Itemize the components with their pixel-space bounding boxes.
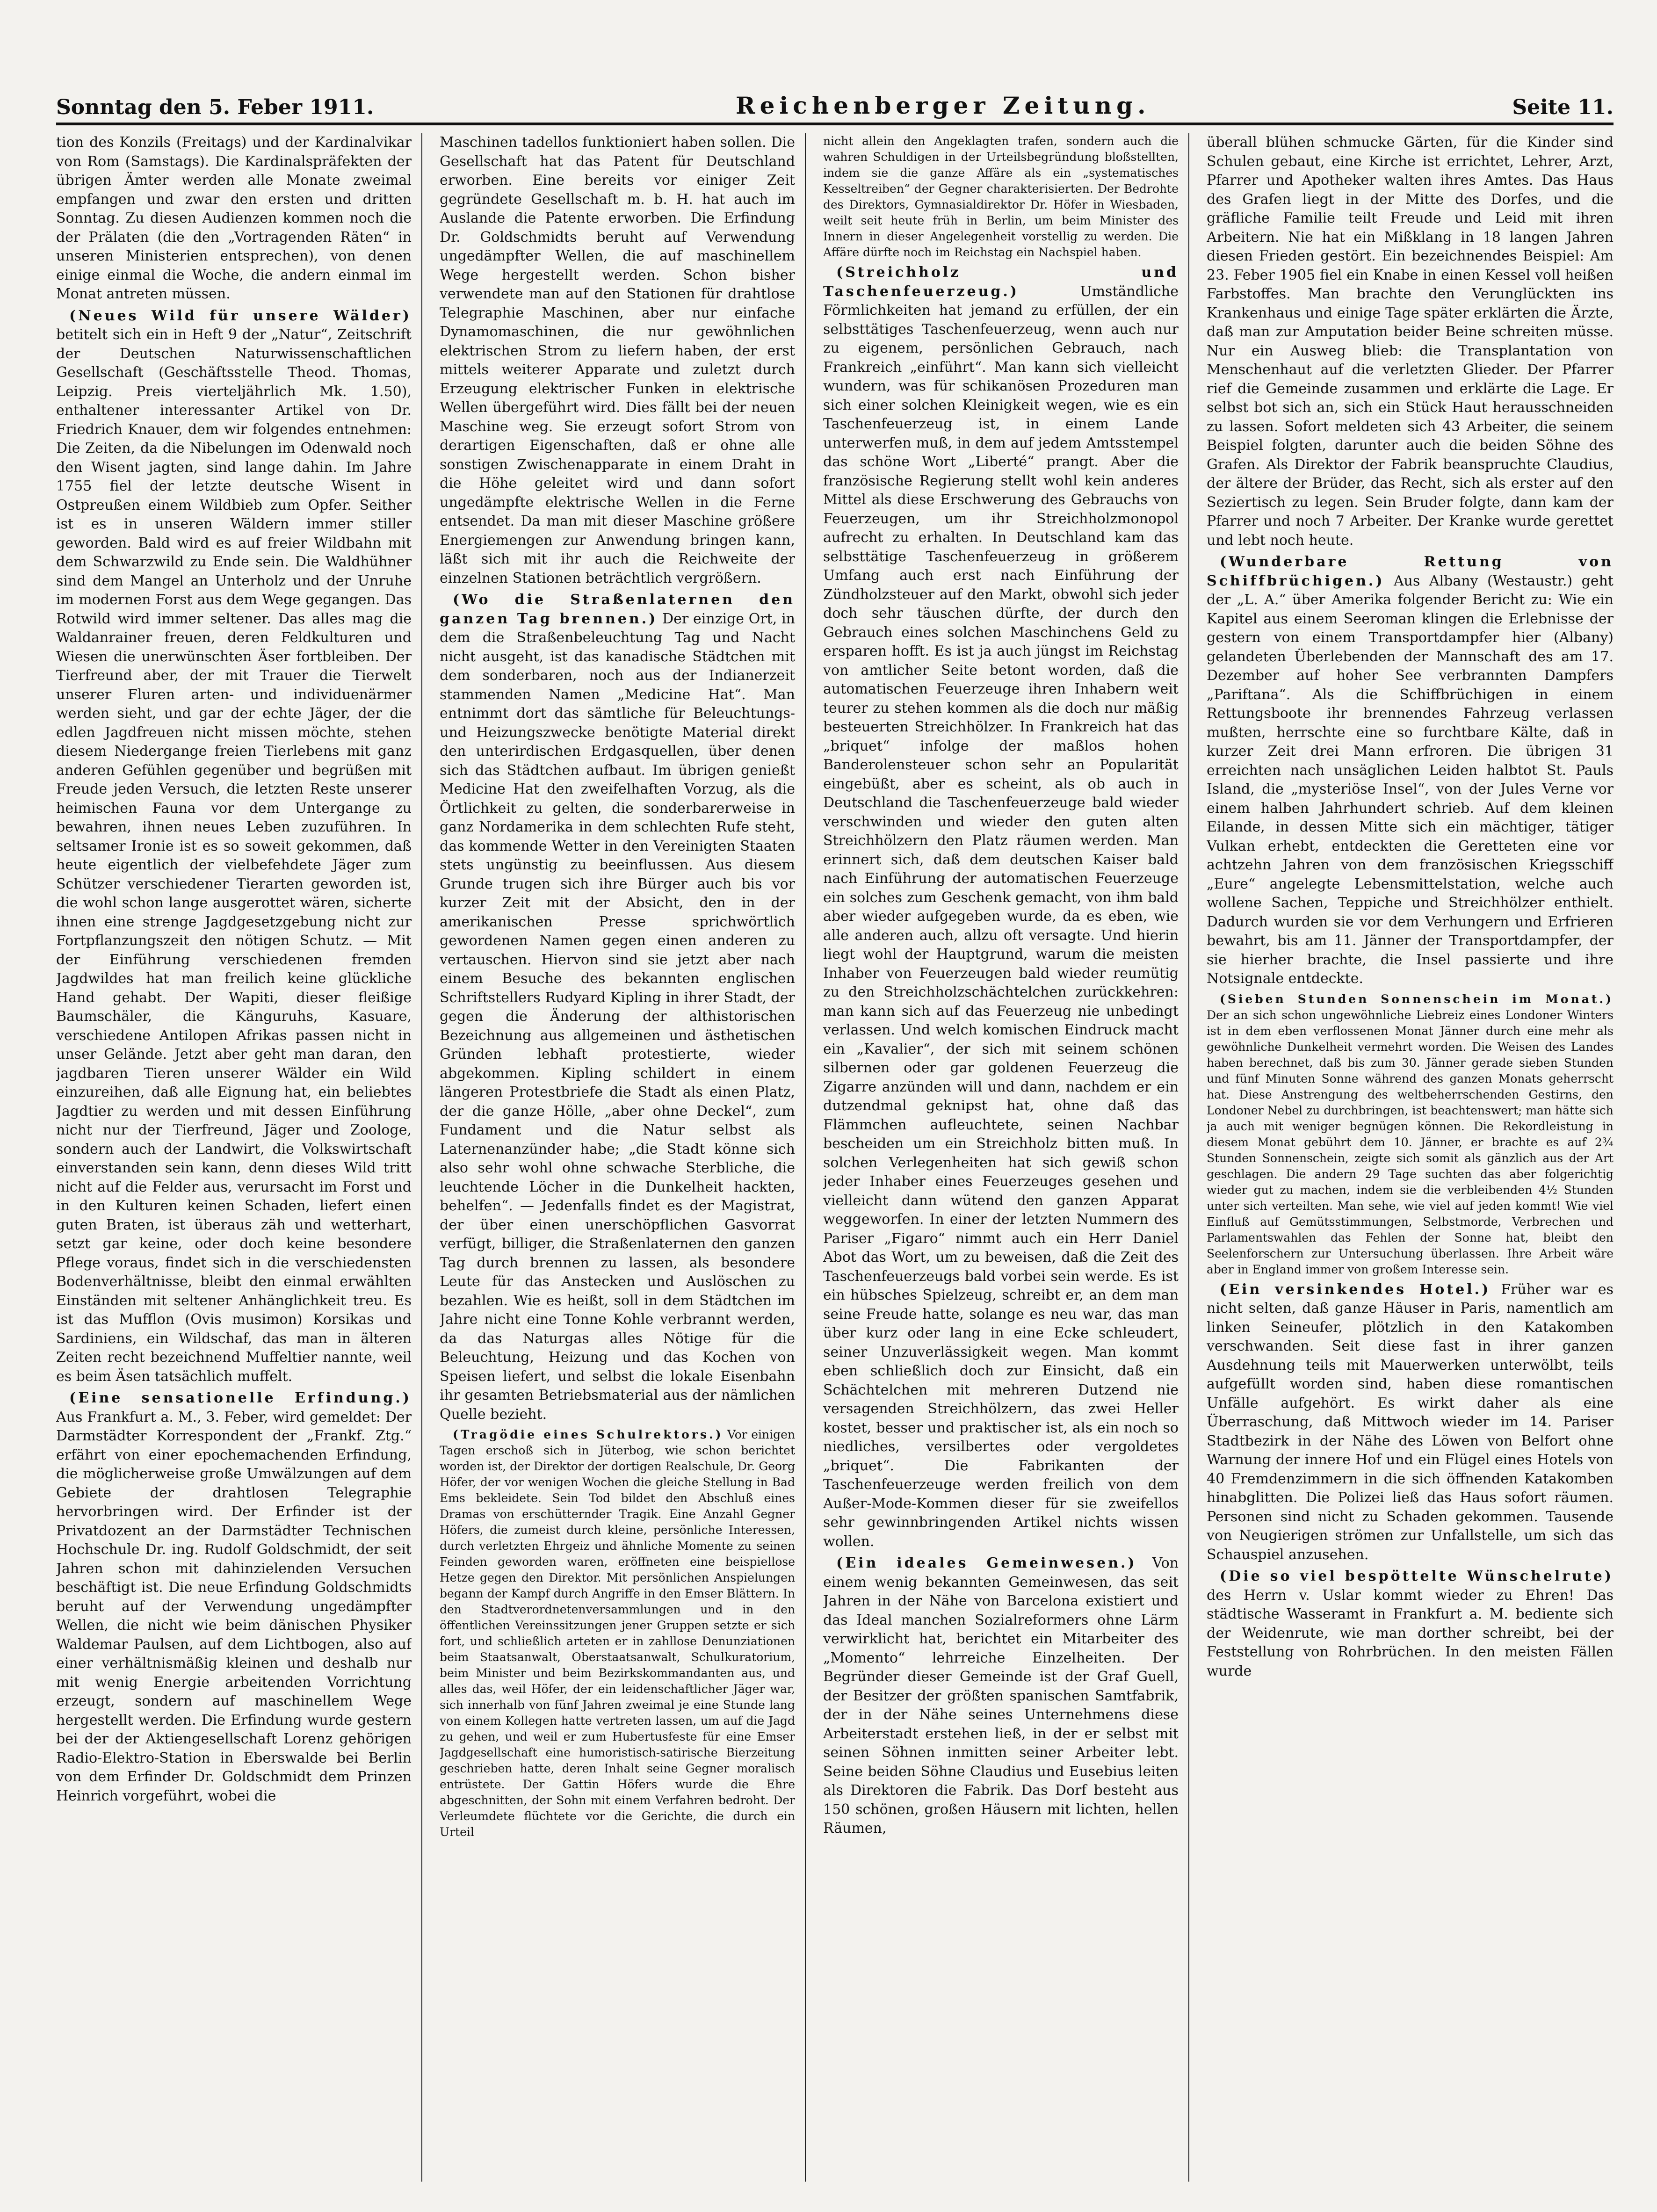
- page-header: [56, 87, 1614, 119]
- column-divider: [1188, 133, 1189, 2182]
- article-heading: (Streichholz und Taschenfeuerzeug.): [823, 264, 1179, 300]
- article: [823, 1554, 1179, 1838]
- column-4: [1207, 133, 1614, 2182]
- column-divider: [805, 133, 806, 2182]
- article: [1207, 553, 1614, 989]
- article-text: Aus Albany (Westaustr.) geht der „L. A.“ über Amerika folgender Bericht zu: Wie ein Kapitel aus einem Seeroman klingen die Erlebnisse der gestern von einem Transportdampfer hier (Albany) gelandeten Überlebenden der Mannschaft des am 17. Dezember auf hoher See verbrannten Dampfers „Pariftana“. Als die Schiffbrüchigen in einem Rettungsboote ihr brennendes Fahrzeug verlassen mußten, herrschte eine so furchtbare Kälte, daß in kurzer Zeit drei Mann erfroren. Die übrigen 31 erreichten nach unsäglichen Leiden halbtot St. Pauls Island, die „mysteriöse Insel“, von der Jules Verne vor einem halben Jahrhundert schrieb. Auf dem kleinen Eilande, in dessen Mitte sich ein mächtiger, tätiger Vulkan erhebt, entdeckten die Geretteten eine vor achtzehn Jahren von dem französischen Kriegsschiff „Eure“ angelegte Lebensmittelstation, welche auch wollene Sachen, Teppiche und Streichhölzer enthielt. Dadurch wurden sie vor dem Verhungern und Erfrieren bewahrt, bis am 11. Jänner der Transportdampfer, der sie hierher brachte, die Insel passierte und ihre Notsignale entdeckte.: [1207, 572, 1614, 987]
- article: [56, 1389, 412, 1806]
- article: [1207, 991, 1614, 1278]
- header-rule: [56, 123, 1614, 125]
- article-heading: (Tragödie eines Schulrektors.): [453, 1428, 724, 1441]
- column-divider: [421, 133, 422, 2182]
- article-heading: (Neues Wild für unsere Wälder): [69, 307, 412, 324]
- article: [1207, 1567, 1614, 1681]
- article-heading: (Die so viel bespöttelte Wünschelrute): [1220, 1568, 1614, 1584]
- article-heading: (Ein ideales Gemeinwesen.): [836, 1555, 1137, 1571]
- article: [440, 591, 795, 1424]
- article-text: überall blühen schmucke Gärten, für die Kinder sind Schulen gebaut, eine Kirche ist errichtet, Lehrer, Arzt, Pfarrer und Apotheker walten ihres Amtes. Das Haus des Grafen liegt in der Mitte des Dorfes, und die gräfliche Familie teilt Freude und Leid mit ihren Arbeitern. Nie hat ein Mißklang in 18 langen Jahren diesen Frieden gestört. Ein bezeichnendes Beispiel: Am 23. Feber 1905 fiel ein Knabe in einen Kessel voll heißen Farbstoffes. Man brachte den Verunglückten ins Krankenhaus und einige Tage später erklärten die Ärzte, daß man zur Amputation beider Beine schreiten müsse. Nur ein Ausweg blieb: die Transplantation von Menschenhaut auf die verletzten Glieder. Der Pfarrer rief die Gemeinde zusammen und erklärte die Lage. Er selbst bot sich an, sich ein Stück Haut herausschneiden zu lassen. Sofort meldeten sich 43 Arbeiter, die seinem Beispiel folgten, darunter auch die beiden Söhne des Grafen. Als Direktor der Fabrik beanspruchte Claudius, der ältere der Brüder, das Recht, sich als erster auf den Seziertisch zu legen. Sein Bruder folgte, dann kam der Pfarrer und noch 7 Arbeiter. Der Kranke wurde gerettet und lebt noch heute.: [1207, 134, 1614, 549]
- article-heading: (Eine sensationelle Erfindung.): [69, 1390, 412, 1406]
- article-text: Maschinen tadellos funktioniert haben sollen. Die Gesellschaft hat das Patent für Deutschland erworben. Eine bereits vor einiger Zeit gegründete Gesellschaft m. b. H. hat auch im Auslande die Patente erworben. Die Erfindung Dr. Goldschmidts beruht auf Verwendung ungedämpfter Wellen, die auf maschinellem Wege hergestellt werden. Schon bisher verwendete man auf den Stationen für drahtlose Telegraphie Maschinen, aber nur einfache Dynamomaschinen, die nur gewöhnlichen elektrischen Strom zu liefern haben, der erst mittels weiterer Apparate und zuletzt durch Erzeugung elektrischer Funken in elektrische Wellen übergeführt wird. Dies fällt bei der neuen Maschine weg. Sie erzeugt sofort Strom von derartigen Eigenschaften, daß er ohne alle sonstigen Zwischenapparate in einem Draht in die Höhe geleitet wird und dann sofort ungedämpfte elektrische Wellen in die Ferne entsendet. Da man mit dieser Maschine größere Energiemengen zur Anwendung bringen kann, läßt sich mit ihr auch die Reichweite der einzelnen Stationen beträchtlich vergrößern.: [440, 134, 795, 586]
- article: [823, 263, 1179, 1551]
- article-text: des Herrn v. Uslar kommt wieder zu Ehren! Das städtische Wasseramt in Frankfurt a. M. bediente sich der Weidenrute, wie man dorther schreibt, bei der Feststellung von Rohrbrüchen. In den meisten Fällen wurde: [1207, 1587, 1614, 1679]
- article-text: Von einem wenig bekannten Gemeinwesen, das seit Jahren in der Nähe von Barcelona existiert und das Ideal manchen Sozialreformers ohne Lärm verwirklicht hat, berichtet ein Mitarbeiter des „Momento“ lehrreiche Einzelheiten. Der Begründer dieser Gemeinde ist der Graf Guell, der Besitzer der größten spanischen Samtfabrik, der in der Nähe seines Unternehmens diese Arbeiterstadt erstehen ließ, in der er selbst mit seinen Söhnen inmitten seiner Arbeiter lebt. Seine beiden Söhne Claudius und Eusebius leiten als Direktoren die Fabrik. Das Dorf besteht aus 150 schönen, großen Häusern mit lichten, hellen Räumen,: [823, 1555, 1179, 1836]
- article: [1207, 1280, 1614, 1565]
- article-heading: (Sieben Stunden Sonnenschein im Monat.): [1220, 992, 1614, 1006]
- article-text: Aus Frankfurt a. M., 3. Feber, wird gemeldet: Der Darmstädter Korrespondent der „Frankf. Ztg.“ erfährt von einer epochemachenden Erfindung, die möglicherweise große Umwälzungen auf dem Gebiete der drahtlosen Telegraphie hervorbringen wird. Der Erfinder ist der Privatdozent an der Darmstädter Technischen Hochschule Dr. ing. Rudolf Goldschmidt, der seit Jahren schon mit dahinzielenden Versuchen beschäftigt ist. Die neue Erfindung Goldschmidts beruht auf der Verwendung ungedämpfter Wellen, die nicht wie beim dänischen Physiker Waldemar Paulsen, auf dem Lichtbogen, also auf einer verhältnismäßig kleinen und deshalb nur mit wenig Energie arbeitenden Vorrichtung erzeugt, sondern auf maschinellem Wege hergestellt werden. Die Erfindung wurde gestern bei der der Aktiengesellschaft Lorenz gehörigen Radio-Elektro-Station in Eberswalde bei Berlin von dem Erfinder Dr. Goldschmidt dem Prinzen Heinrich vorgeführt, wobei die: [56, 1409, 412, 1804]
- newspaper-title: Reichenberger Zeitung.: [736, 92, 1150, 119]
- article: [440, 1427, 795, 1840]
- article-text: Früher war es nicht selten, daß ganze Häuser in Paris, namentlich am linken Seineufer, plötzlich in den Katakomben verschwanden. Seit diese fast in ihrer ganzen Ausdehnung teils mit Mauerwerken unterwölbt, teils aufgefüllt worden sind, haben diese romantischen Unfälle aufgehört. Es wirkt daher als eine Überraschung, daß Mittwoch wieder im 14. Pariser Stadtbezirk in der Nähe des Löwen von Belfort ohne Warnung der innere Hof und ein Flügel eines Hotels von 40 Fremdenzimmern in die sich öffnenden Katakomben hinabglitten. Die Polizei ließ das Haus sofort räumen. Personen sind nicht zu Schaden gekommen. Tausende von Neugierigen strömen zur Unfallstelle, um sich das Schauspiel anzusehen.: [1207, 1281, 1614, 1563]
- page-number: Seite 11.: [1512, 95, 1614, 119]
- article-text: Der einzige Ort, in dem die Straßenbeleuchtung Tag und Nacht nicht ausgeht, ist das kanadische Städtchen mit dem sonderbaren, noch aus der Indianerzeit stammenden Namen „Medicine Hat“. Man entnimmt dort das sämtliche für Beleuchtungs- und Heizungszwecke benötigte Material direkt den unterirdischen Erdgasquellen, über denen sich das Städtchen aufbaut. Im übrigen genießt Medicine Hat den zweifelhaften Vorzug, als die Örtlichkeit zu gelten, die sonderbarerweise in ganz Nordamerika in dem schlechten Rufe steht, das kommende Wetter in den Vereinigten Staaten stets ungünstig zu beeinflussen. Aus diesem Grunde trugen sich ihre Bürger auch bis vor kurzer Zeit mit der Absicht, den in der amerikanischen Presse sprichwörtlich gewordenen Namen gegen einen anderen zu vertauschen. Hiervon sind sie jetzt aber nach einem Besuche des bekannten englischen Schriftstellers Rudyard Kipling in ihrer Stadt, der gegen die Änderung der althistorischen Bezeichnung aus allgemeinen und ästhetischen Gründen lebhaft protestierte, wieder abgekommen. Kipling schildert in einem längeren Protestbriefe die Stadt als einen Platz, der die ganze Hölle, „aber ohne Deckel“, zum Fundament und die Natur selbst als Laternenanzünder habe; „die Stadt könne sich also sehr wohl ohne schwache Sterbliche, die leuchtende Löcher in die Dunkelheit hackten, behelfen“. — Jedenfalls findet es der Magistrat, der über einen unerschöpflichen Gasvorrat verfügt, billiger, die Straßenlaternen den ganzen Tag durch brennen zu lassen, als besondere Leute für das Anstecken und Auslöschen zu bezahlen. Wie es heißt, soll in dem Städtchen im Jahre nicht eine Tonne Kohle verbrannt werden, da das Naturgas alles Nötige für die Beleuchtung, Heizung und das Kochen von Speisen liefert, und selbst die lokale Eisenbahn ihr gesamten Betriebsmaterial aus der nämlichen Quelle bezieht.: [440, 610, 795, 1423]
- article-text: nicht allein den Angeklagten trafen, sondern auch die wahren Schuldigen in der Urteilsbegründung bloßstellten, indem sie die ganze Affäre als ein „systematisches Kesseltreiben“ der Gegner charakterisierten. Der Bedrohte des Direktors, Gymnasialdirektor Dr. Höfer in Wiesbaden, weilt seit heute früh in Berlin, um beim Minister des Innern in dieser Angelegenheit vorstellig zu werden. Die Affäre dürfte noch im Reichstag ein Nachspiel haben.: [823, 134, 1179, 259]
- column-1: [56, 133, 412, 2182]
- article: [56, 307, 412, 1387]
- column-3: [823, 133, 1179, 2182]
- article-heading: (Ein versinkendes Hotel.): [1220, 1281, 1491, 1298]
- issue-date: Sonntag den 5. Feber 1911.: [56, 95, 374, 119]
- article-heading: (Wo die Straßenlaternen den ganzen Tag brennen.): [440, 592, 795, 627]
- article-text: Der an sich schon ungewöhnliche Liebreiz eines Londoner Winters ist in dem eben verflossenen Monat Jänner durch eine mehr als gewöhnliche Dunkelheit vermehrt worden. Die Weisen des Landes haben berechnet, daß bis zum 30. Jänner gerade sieben Stunden und fünf Minuten Sonne während des ganzen Monats geherrscht hat. Diese Anstrengung des weltbeherrschenden Gestirns, den Londoner Nebel zu durchbringen, ist beachtenswert; man hätte sich ja auch mit weniger begnügen können. Die Rekordleistung in diesem Monat gebührt dem 10. Jänner, er brachte es auf 2¾ Stunden Sonnenschein, zeigte sich somit als gänzlich aus der Art geschlagen. Die andern 29 Tage suchten das aber folgerichtig wieder gut zu machen, indem sie die verbleibenden 4½ Stunden unter sich verteilten. Man sehe, wie viel auf jeden kommt! Wie viel Einfluß auf Gemütsstimmungen, Selbstmorde, Verbrechen und Parlamentswahlen das Fehlen der Sonne hat, bleibt den Seelenforschern zur Untersuchung überlassen. Ihre Arbeit wäre aber in England immer von großem Interesse sein.: [1207, 1008, 1614, 1276]
- article-heading: (Wunderbare Rettung von Schiffbrüchigen.): [1207, 554, 1614, 589]
- article-text: Vor einigen Tagen erschoß sich in Jüterbog, wie schon berichtet worden ist, der Direktor der dortigen Realschule, Dr. Georg Höfer, der vor wenigen Wochen die gleiche Stellung in Bad Ems bekleidete. Sein Tod bildet den Abschluß eines Dramas von erschütternder Tragik. Eine Anzahl Gegner Höfers, die zumeist durch kleine, persönliche Interessen, durch verletzten Ehrgeiz und ähnliche Momente zu seinen Feinden geworden waren, eröffneten eine beispiellose Hetze gegen den Direktor. Mit persönlichen Anspielungen begann der Kampf durch Angriffe in den Emser Blättern. In den Stadtverordnetenversammlungen und in den öffentlichen Vereinssitzungen jener Gruppen setzte er sich fort, und schließlich arteten er in zahllose Denunziationen beim Staatsanwalt, Oberstaatsanwalt, Schulkuratorium, beim Minister und beim Bezirkskommandanten aus, und alles das, weil Höfer, der ein leidenschaftlicher Jäger war, sich innerhalb von fünf Jahren zweimal je eine Stunde lang von einem Kollegen hatte vertreten lassen, um auf die Jagd zu gehen, und weil er zum Hubertusfeste für eine Emser Jagdgesellschaft eine humoristisch-satirische Bierzeitung geschrieben hatte, deren Inhalt seine Gegner moralisch entrüstete. Der Gattin Höfers wurde die Ehre abgeschnitten, der Sohn mit einem Verfahren bedroht. Der Verleumdete flüchtete vor die Gerichte, die durch ein Urteil: [440, 1428, 795, 1839]
- article-text: Umständliche Förmlichkeiten hat jemand zu erfüllen, der ein selbsttätiges Taschenfeuerzeug, wenn auch nur zu eigenem, persönlichen Gebrauch, nach Frankreich „einführt“. Man kann sich vielleicht wundern, was für schikanösen Prozeduren man sich einer solchen Kleinigkeit wegen, wie es ein Taschenfeuerzeug ist, in einem Lande unterwerfen muß, in dem auf jedem Amtsstempel das schöne Wort „Liberté“ prangt. Aber die französische Regierung stellt wohl kein anderes Mittel als diese Erschwerung des Gebrauchs von Feuerzeugen, um ihr Streichholzmonopol aufrecht zu erhalten. In Deutschland kam das selbsttätige Taschenfeuerzeug in größerem Umfang auch erst nach Einführung der Zündholzsteuer auf den Markt, obwohl sich jeder doch sehr täuschen dürfte, der durch den Gebrauch eines solchen Maschinchens Geld zu ersparen hofft. Es ist ja auch jüngst im Reichstag von amtlicher Seite betont worden, daß die automatischen Feuerzeuge ihren Inhabern weit teurer zu stehen kommen als die doch nur mäßig besteuerten Streichhölzer. In Frankreich hat das „briquet“ infolge der maßlos hohen Banderolensteuer schon sehr an Popularität eingebüßt, aber es scheint, als ob auch in Deutschland die Taschenfeuerzeuge bald wieder verschwinden und wieder den guten alten Streichhölzern den Platz räumen werden. Man erinnert sich, daß dem deutschen Kaiser bald nach Einführung der automatischen Feuerzeuge ein solches zum Geschenk gemacht, von ihm bald aber wieder aufgegeben wurde, da es eben, wie alle anderen auch, allzu oft versagte. Und hierin liegt wohl der Hauptgrund, warum die meisten Inhaber von Feuerzeugen bald wieder reumütig zu den Streichholzschächtelchen zurückkehren: man kann sich auf das Feuerzeug nie unbedingt verlassen. Und welch komischen Eindruck macht ein „Kavalier“, der sich mit seinem schönen silbernen oder gar goldenen Feuerzeug die Zigarre anzünden will und dann, nachdem er ein dutzendmal geknipst hat, ohne daß das Flämmchen aufleuchtete, seinen Nachbar bescheiden um ein Streichholz bitten muß. In solchen Verlegenheiten hat sich gewiß schon jeder Inhaber eines Feuerzeuges gesehen und vielleicht dann wütend den ganzen Apparat weggeworfen. In einer der letzten Nummern des Pariser „Figaro“ nimmt auch ein Herr Daniel Abot das Wort, um zu beweisen, daß die Zeit des Taschenfeuerzeugs bald vorbei sein werde. Es ist ein hübsches Spielzeug, schreibt er, an dem man seine Freude hatte, solange es neu war, das man über kurz oder lang in eine Ecke schleudert, seiner Unzuverlässigkeit wegen. Man kommt eben schließlich doch zur Einsicht, daß ein Schächtelchen mit mehreren Dutzend nie versagenden Streichhölzern, das zwei Heller kostet, besser und praktischer ist, als ein noch so niedliches, versilbertes oder vergoldetes „briquet“. Die Fabrikanten der Taschenfeuerzeuge werden freilich von dem Außer-Mode-Kommen dieser für sie zweifellos sehr gewinnbringenden Artikel nichts wissen wollen.: [823, 283, 1179, 1550]
- article-text: betitelt sich ein in Heft 9 der „Natur“, Zeitschrift der Deutschen Naturwissenschaftlichen Gesellschaft (Geschäftsstelle Theod. Thomas, Leipzig. Preis vierteljährlich Mk. 1.50), enthaltener interessanter Artikel von Dr. Friedrich Knauer, dem wir folgendes entnehmen: Die Zeiten, da die Nibelungen im Odenwald noch den Wisent jagten, sind lange dahin. Im Jahre 1755 fiel der letzte deutsche Wisent in Ostpreußen einem Wildbieb zum Opfer. Seither ist es in unseren Wäldern immer stiller geworden. Bald wird es auf freier Wildbahn mit dem Schwarzwild zu Ende sein. Die Waldhühner sind dem Mangel an Unterholz und der Unruhe im modernen Forst aus dem Wege gegangen. Das Rotwild wird immer seltener. Das alles mag die Waldanrainer freuen, deren Feldkulturen und Wiesen die unerwünschten Äser fortbleiben. Der Tierfreund aber, der mit Trauer die Tierwelt unserer Fluren arten- und individuenärmer werden sieht, und gar der echte Jäger, der die edlen Jagdfreuen nicht missen möchte, stehen diesem Niedergange freien Tierlebens mit ganz anderen Gefühlen gegenüber und begrüßen mit Freude jeden Versuch, die letzten Reste unserer heimischen Fauna vor dem Untergange zu bewahren, ihnen neues Leben zuzuführen. In seltsamer Ironie ist es so soweit gekommen, daß heute eigentlich der vielbefehdete Jäger zum Schützer verschiedener Tierarten geworden ist, die wohl schon lange ausgerottet wären, sicherte ihnen eine strenge Jagdgesetzgebung nicht zur Fortpflanzungszeit den nötigen Schutz. — Mit der Einführung verschiedenen fremden Jagdwildes hat man freilich keine glückliche Hand gehabt. Der Wapiti, dieser fleißige Baumschäler, die Känguruhs, Kasuare, verschiedene Antilopen Afrikas passen nicht in unser Gelände. Jetzt aber geht man daran, den jagdbaren Tieren unserer Wälder ein Wild einzureihen, daß alle Eignung hat, ein beliebtes Jagdtier zu werden und mit dessen Einführung nicht nur der Tierfreund, Jäger und Zoologe, sondern auch der Landwirt, die Volkswirtschaft einverstanden sein kann, denn dieses Wild tritt nicht auf die Felder aus, verursacht im Forst und in den Kulturen keinen Schaden, liefert einen guten Braten, ist überaus zäh und wetterhart, setzt gar keine, oder doch keine besondere Pflege voraus, findet sich in die verschiedensten Bodenverhältnisse, bleibt den einmal erwählten Einständen mit seltener Anhänglichkeit treu. Es ist das Mufflon (Ovis musimon) Korsikas und Sardiniens, ein Wildschaf, das man in älteren Zeiten recht bezeichnend Muffeltier nannte, weil es beim Äsen tatsächlich muffelt.: [56, 326, 412, 1385]
- column-2: [440, 133, 795, 2182]
- article-text: tion des Konzils (Freitags) und der Kardinalvikar von Rom (Samstags). Die Kardinalspräfekten der übrigen Ämter werden alle Monate zweimal empfangen und zwar den ersten und dritten Sonntag. Zu diesen Audienzen kommen noch die der Prälaten (die den „Vortragenden Räten“ in unseren Ministerien entsprechen), von denen einige einmal die Woche, die andern einmal im Monat antreten müssen.: [56, 134, 412, 302]
